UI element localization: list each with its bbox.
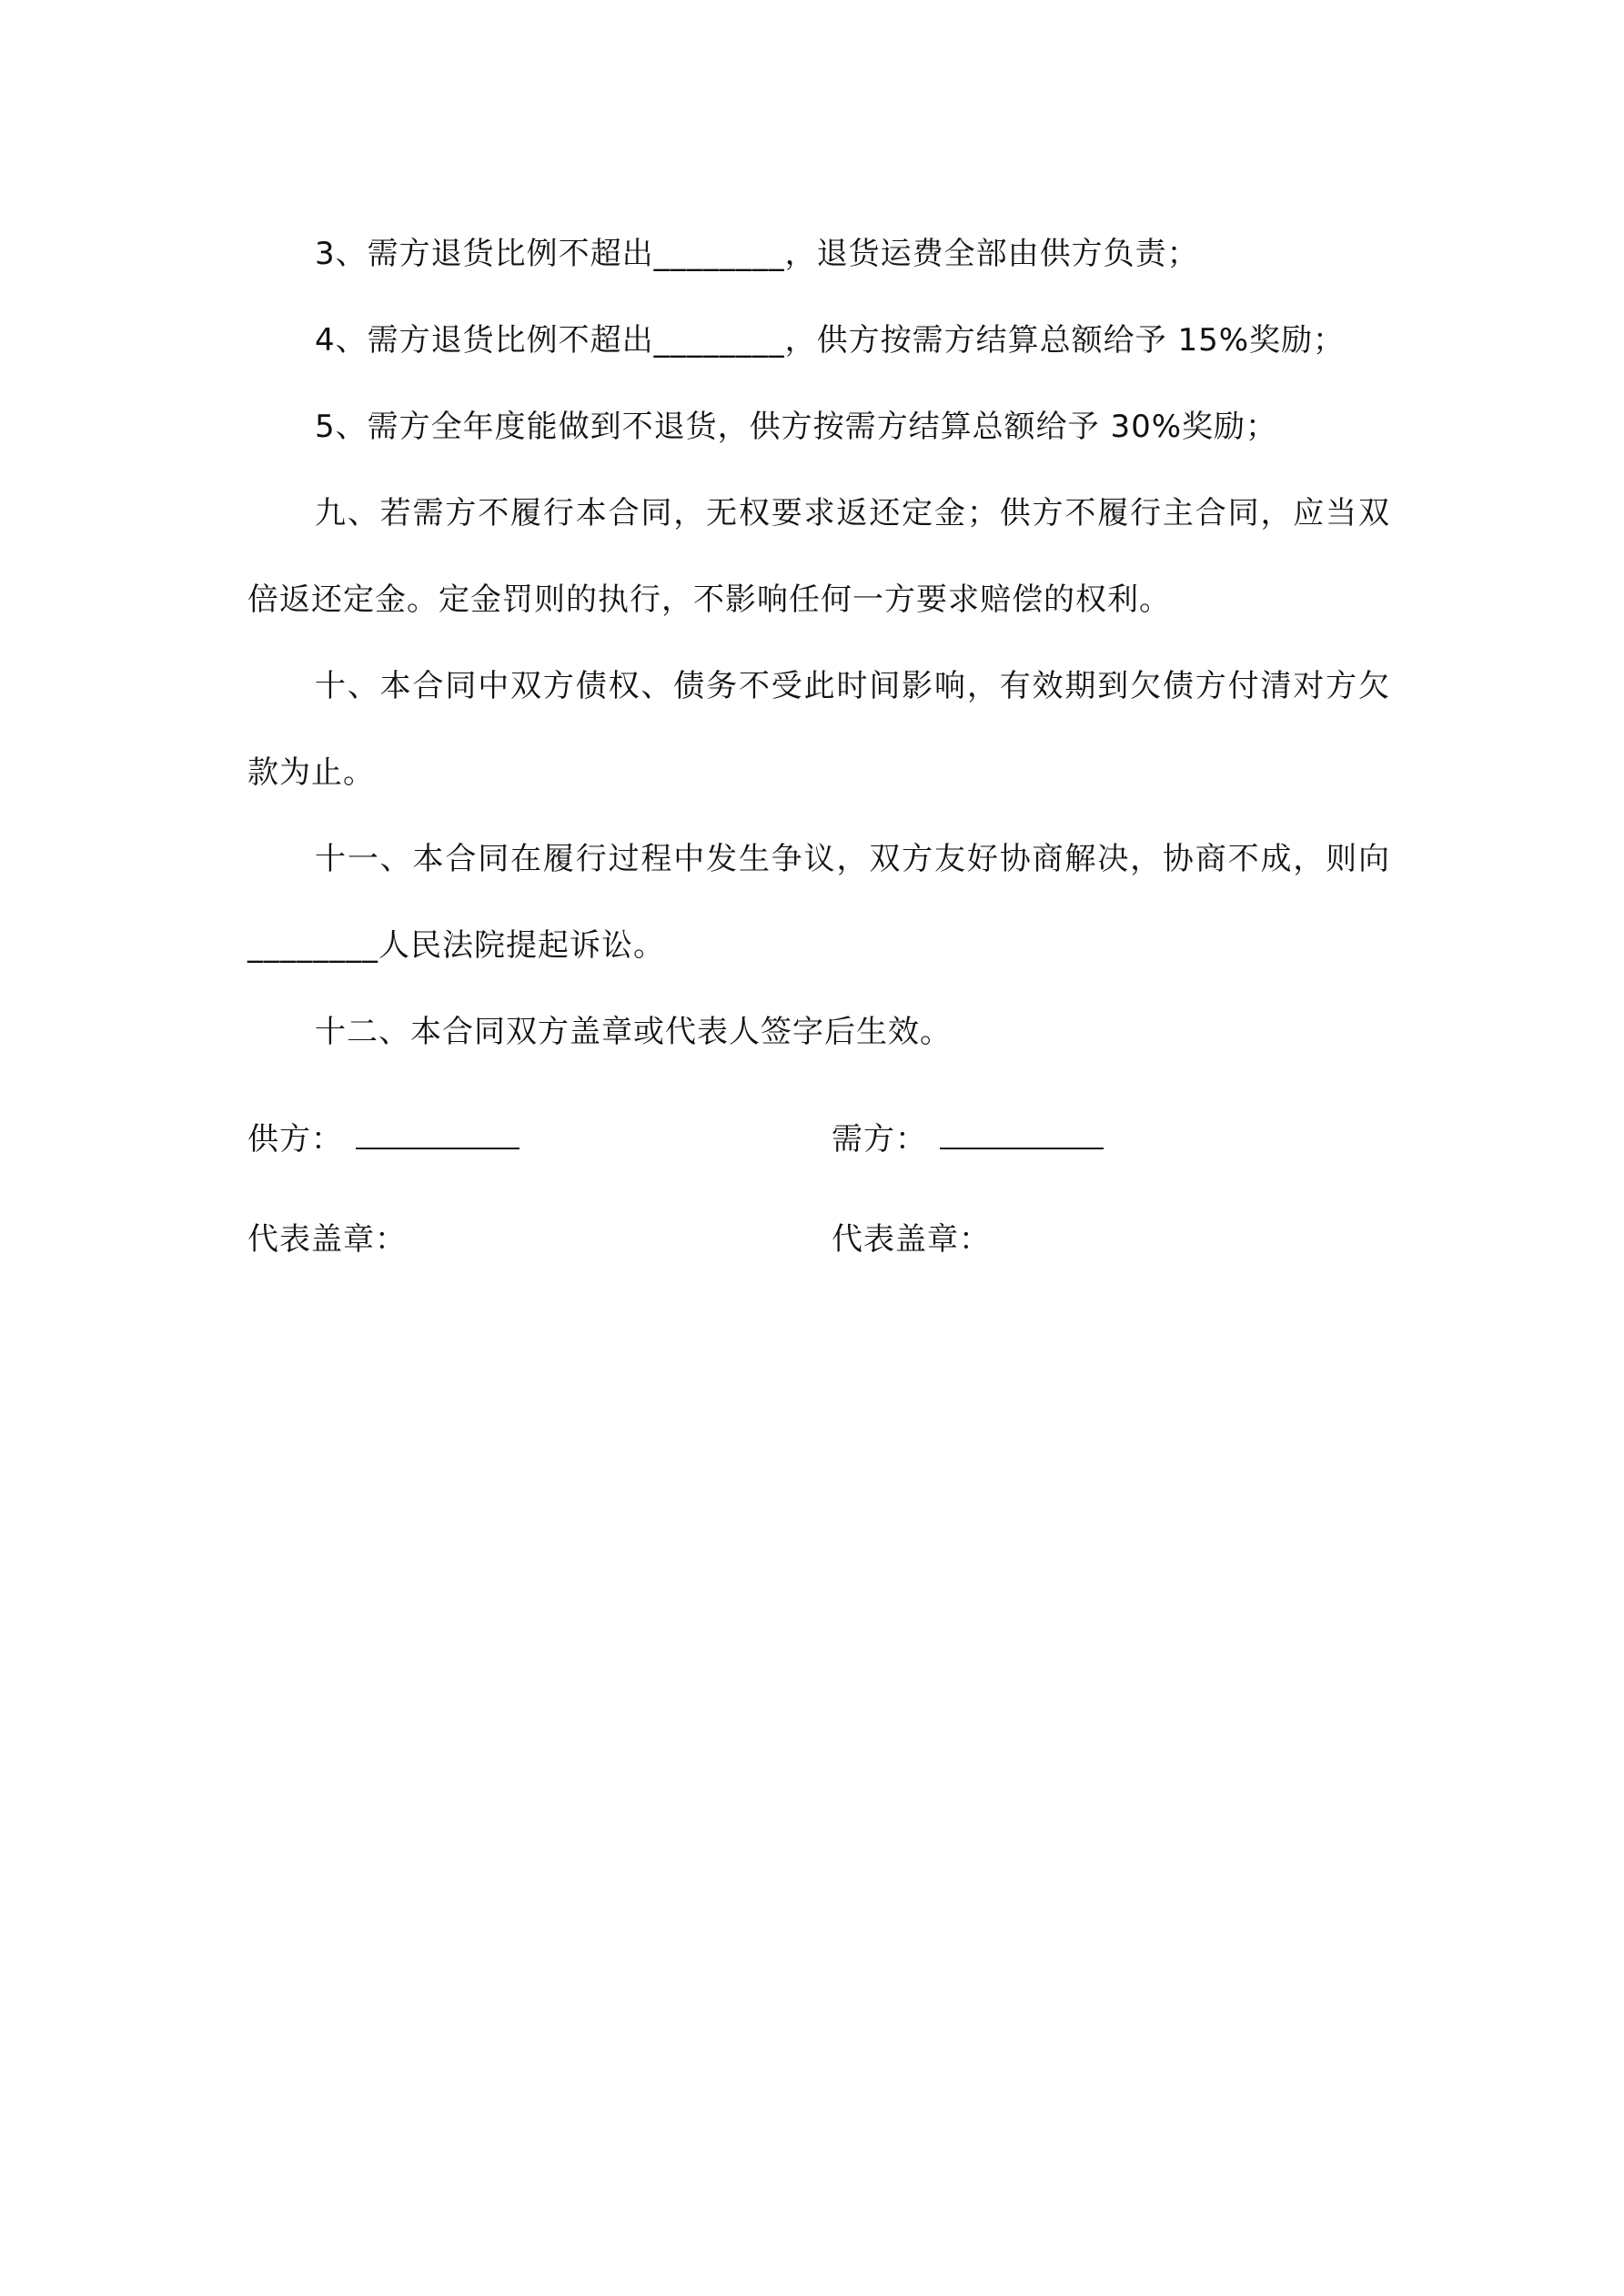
supplier-blank-line	[356, 1120, 519, 1149]
clause-10-validity: 十、本合同中双方债权、债务不受此时间影响，有效期到欠债方付清对方欠款为止。	[247, 668, 1390, 791]
supplier-seal-field	[247, 1212, 407, 1267]
signature-block	[247, 1112, 1390, 1312]
buyer-seal-label: 代表盖章：	[832, 1221, 991, 1258]
contract-body	[247, 211, 1390, 1076]
party-row	[247, 1112, 1390, 1212]
supplier-seal-label: 代表盖章：	[247, 1221, 407, 1258]
buyer-seal-field	[832, 1212, 991, 1267]
clause-3-return-ratio: 3、需方退货比例不超出________，退货运费全部由供方负责；	[315, 236, 1199, 272]
clause-4-return-reward-15: 4、需方退货比例不超出________，供方按需方结算总额给予 15%奖励；	[315, 322, 1346, 359]
buyer-blank-line	[940, 1120, 1104, 1149]
supplier-label: 供方：	[247, 1121, 343, 1158]
seal-row	[247, 1212, 1390, 1312]
clause-11-dispute: 十一、本合同在履行过程中发生争议，双方友好协商解决，协商不成，则向________人民法院提起诉讼。	[247, 841, 1390, 964]
supplier-field	[247, 1112, 519, 1167]
clause-12-effectiveness: 十二、本合同双方盖章或代表人签字后生效。	[315, 1014, 952, 1050]
clause-5-no-return-reward-30: 5、需方全年度能做到不退货，供方按需方结算总额给予 30%奖励；	[315, 409, 1278, 445]
buyer-field	[832, 1112, 1104, 1167]
buyer-label: 需方：	[832, 1121, 927, 1158]
clause-9-deposit: 九、若需方不履行本合同，无权要求返还定金；供方不履行主合同，应当双倍返还定金。定金罚则的执行，不影响任何一方要求赔偿的权利。	[247, 495, 1390, 618]
